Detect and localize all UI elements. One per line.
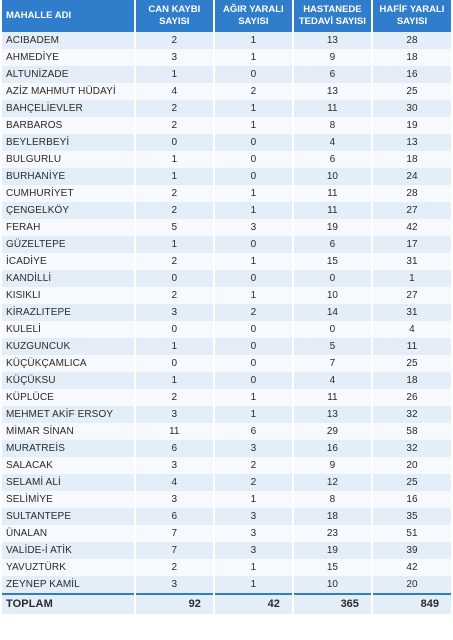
hospital-treated-cell: 29 <box>294 423 371 440</box>
light-injured-cell: 58 <box>373 423 451 440</box>
light-injured-cell: 32 <box>373 406 451 423</box>
neighborhood-name: BARBAROS <box>2 117 134 134</box>
table-row <box>2 525 451 542</box>
light-injured-cell: 42 <box>373 559 451 576</box>
serious-injured-cell: 0 <box>215 168 292 185</box>
serious-injured-cell: 2 <box>215 457 292 474</box>
deaths-cell: 2 <box>136 185 213 202</box>
deaths-cell: 4 <box>136 83 213 100</box>
table-row <box>2 117 451 134</box>
neighborhood-name: SELAMİ ALİ <box>2 474 134 491</box>
hospital-treated-cell: 14 <box>294 304 371 321</box>
neighborhood-name: SULTANTEPE <box>2 508 134 525</box>
deaths-cell: 7 <box>136 525 213 542</box>
serious-injured-cell: 0 <box>215 151 292 168</box>
neighborhood-name: KANDİLLİ <box>2 270 134 287</box>
table-row <box>2 389 451 406</box>
neighborhood-name: BAHÇELİEVLER <box>2 100 134 117</box>
neighborhood-name: KÜPLÜCE <box>2 389 134 406</box>
table-row <box>2 202 451 219</box>
neighborhood-name: BURHANİYE <box>2 168 134 185</box>
hospital-treated-cell: 11 <box>294 185 371 202</box>
serious-injured-cell: 1 <box>215 100 292 117</box>
neighborhood-name: YAVUZTÜRK <box>2 559 134 576</box>
light-injured-cell: 32 <box>373 440 451 457</box>
neighborhood-name: ACIBADEM <box>2 32 134 49</box>
serious-injured-cell: 6 <box>215 423 292 440</box>
deaths-cell: 6 <box>136 508 213 525</box>
table-row <box>2 321 451 338</box>
table-row <box>2 253 451 270</box>
neighborhood-name: FERAH <box>2 219 134 236</box>
light-injured-cell: 20 <box>373 457 451 474</box>
serious-injured-cell: 1 <box>215 491 292 508</box>
hospital-treated-cell: 13 <box>294 83 371 100</box>
serious-injured-cell: 1 <box>215 287 292 304</box>
neighborhood-name: SELİMİYE <box>2 491 134 508</box>
serious-injured-cell: 0 <box>215 236 292 253</box>
serious-injured-cell: 3 <box>215 219 292 236</box>
table-row <box>2 338 451 355</box>
deaths-cell: 2 <box>136 202 213 219</box>
serious-injured-cell: 1 <box>215 576 292 593</box>
hospital-treated-cell: 10 <box>294 168 371 185</box>
light-injured-cell: 4 <box>373 321 451 338</box>
light-injured-cell: 25 <box>373 474 451 491</box>
light-injured-cell: 17 <box>373 236 451 253</box>
neighborhood-name: KÜÇÜKÇAMLICA <box>2 355 134 372</box>
light-injured-cell: 24 <box>373 168 451 185</box>
deaths-cell: 1 <box>136 66 213 83</box>
hospital-treated-cell: 0 <box>294 321 371 338</box>
neighborhood-name: KİRAZLITEPE <box>2 304 134 321</box>
neighborhood-name: AHMEDİYE <box>2 49 134 66</box>
neighborhood-name: MİMAR SİNAN <box>2 423 134 440</box>
deaths-cell: 5 <box>136 219 213 236</box>
table-row <box>2 372 451 389</box>
hospital-treated-cell: 15 <box>294 559 371 576</box>
serious-injured-cell: 0 <box>215 321 292 338</box>
hospital-treated-cell: 13 <box>294 406 371 423</box>
table-row <box>2 236 451 253</box>
deaths-cell: 2 <box>136 287 213 304</box>
hospital-treated-cell: 11 <box>294 202 371 219</box>
light-injured-cell: 31 <box>373 253 451 270</box>
table-row <box>2 474 451 491</box>
neighborhood-name: SALACAK <box>2 457 134 474</box>
table-row <box>2 66 451 83</box>
serious-injured-cell: 3 <box>215 508 292 525</box>
serious-injured-cell: 0 <box>215 355 292 372</box>
table-row <box>2 423 451 440</box>
total-row <box>2 593 451 614</box>
neighborhood-name: KÜÇÜKSU <box>2 372 134 389</box>
serious-injured-cell: 1 <box>215 202 292 219</box>
table-row <box>2 440 451 457</box>
hospital-treated-cell: 10 <box>294 576 371 593</box>
serious-injured-cell: 2 <box>215 474 292 491</box>
light-injured-cell: 39 <box>373 542 451 559</box>
neighborhood-name: KISIKLI <box>2 287 134 304</box>
table-row <box>2 457 451 474</box>
serious-injured-cell: 0 <box>215 66 292 83</box>
serious-injured-cell: 0 <box>215 134 292 151</box>
neighborhood-name: KUZGUNCUK <box>2 338 134 355</box>
header-serious-injured: AĞIR YARALI SAYISI <box>215 0 292 32</box>
table-row <box>2 168 451 185</box>
deaths-cell: 6 <box>136 440 213 457</box>
light-injured-cell: 26 <box>373 389 451 406</box>
serious-injured-cell: 1 <box>215 406 292 423</box>
light-injured-cell: 28 <box>373 32 451 49</box>
neighborhood-name: AZİZ MAHMUT HÜDAYİ <box>2 83 134 100</box>
light-injured-cell: 35 <box>373 508 451 525</box>
serious-injured-cell: 1 <box>215 32 292 49</box>
deaths-cell: 1 <box>136 372 213 389</box>
deaths-cell: 0 <box>136 134 213 151</box>
hospital-treated-cell: 11 <box>294 389 371 406</box>
table-row <box>2 559 451 576</box>
light-injured-cell: 1 <box>373 270 451 287</box>
serious-injured-cell: 0 <box>215 338 292 355</box>
serious-injured-cell: 1 <box>215 559 292 576</box>
serious-injured-cell: 0 <box>215 372 292 389</box>
deaths-cell: 2 <box>136 32 213 49</box>
hospital-treated-cell: 19 <box>294 219 371 236</box>
neighborhood-name: VALİDE-İ ATİK <box>2 542 134 559</box>
hospital-treated-cell: 18 <box>294 508 371 525</box>
header-neighborhood: MAHALLE ADI <box>2 0 134 32</box>
header-row <box>2 0 451 32</box>
total-label: TOPLAM <box>2 593 134 614</box>
table-row <box>2 100 451 117</box>
deaths-cell: 0 <box>136 355 213 372</box>
light-injured-cell: 13 <box>373 134 451 151</box>
table-row <box>2 32 451 49</box>
deaths-cell: 2 <box>136 253 213 270</box>
hospital-treated-cell: 15 <box>294 253 371 270</box>
hospital-treated-cell: 9 <box>294 457 371 474</box>
header-deaths: CAN KAYBI SAYISI <box>136 0 213 32</box>
light-injured-cell: 18 <box>373 151 451 168</box>
table-row <box>2 406 451 423</box>
serious-injured-cell: 3 <box>215 525 292 542</box>
serious-injured-cell: 1 <box>215 389 292 406</box>
light-injured-cell: 11 <box>373 338 451 355</box>
light-injured-cell: 18 <box>373 372 451 389</box>
deaths-cell: 3 <box>136 406 213 423</box>
serious-injured-cell: 3 <box>215 542 292 559</box>
hospital-treated-cell: 4 <box>294 134 371 151</box>
deaths-cell: 1 <box>136 236 213 253</box>
deaths-cell: 7 <box>136 542 213 559</box>
deaths-cell: 4 <box>136 474 213 491</box>
hospital-treated-cell: 10 <box>294 287 371 304</box>
light-injured-cell: 27 <box>373 287 451 304</box>
neighborhood-name: İCADİYE <box>2 253 134 270</box>
table-row <box>2 491 451 508</box>
hospital-treated-cell: 12 <box>294 474 371 491</box>
deaths-cell: 2 <box>136 100 213 117</box>
table-row <box>2 542 451 559</box>
light-injured-cell: 51 <box>373 525 451 542</box>
table-row <box>2 355 451 372</box>
neighborhood-name: ÜNALAN <box>2 525 134 542</box>
deaths-cell: 1 <box>136 338 213 355</box>
serious-injured-cell: 2 <box>215 83 292 100</box>
hospital-treated-cell: 8 <box>294 491 371 508</box>
deaths-cell: 3 <box>136 491 213 508</box>
light-injured-cell: 27 <box>373 202 451 219</box>
hospital-treated-cell: 23 <box>294 525 371 542</box>
total-serious-injured: 42 <box>215 593 292 614</box>
hospital-treated-cell: 6 <box>294 236 371 253</box>
total-deaths: 92 <box>136 593 213 614</box>
table-body <box>2 32 451 593</box>
deaths-cell: 0 <box>136 321 213 338</box>
deaths-cell: 2 <box>136 559 213 576</box>
table-row <box>2 185 451 202</box>
neighborhood-name: MEHMET AKİF ERSOY <box>2 406 134 423</box>
deaths-cell: 3 <box>136 576 213 593</box>
table-row <box>2 287 451 304</box>
serious-injured-cell: 2 <box>215 304 292 321</box>
total-hospital-treated: 365 <box>294 593 371 614</box>
light-injured-cell: 16 <box>373 66 451 83</box>
serious-injured-cell: 1 <box>215 49 292 66</box>
neighborhood-name: GÜZELTEPE <box>2 236 134 253</box>
serious-injured-cell: 3 <box>215 440 292 457</box>
deaths-cell: 0 <box>136 270 213 287</box>
hospital-treated-cell: 8 <box>294 117 371 134</box>
hospital-treated-cell: 4 <box>294 372 371 389</box>
light-injured-cell: 19 <box>373 117 451 134</box>
deaths-cell: 2 <box>136 389 213 406</box>
deaths-cell: 3 <box>136 457 213 474</box>
neighborhood-name: ZEYNEP KAMİL <box>2 576 134 593</box>
table-row <box>2 508 451 525</box>
table-row <box>2 151 451 168</box>
light-injured-cell: 30 <box>373 100 451 117</box>
table-row <box>2 270 451 287</box>
light-injured-cell: 28 <box>373 185 451 202</box>
light-injured-cell: 25 <box>373 355 451 372</box>
serious-injured-cell: 0 <box>215 270 292 287</box>
deaths-cell: 3 <box>136 49 213 66</box>
deaths-cell: 11 <box>136 423 213 440</box>
neighborhood-name: MURATREİS <box>2 440 134 457</box>
neighborhood-name: CUMHURİYET <box>2 185 134 202</box>
serious-injured-cell: 1 <box>215 253 292 270</box>
neighborhood-name: KULELİ <box>2 321 134 338</box>
light-injured-cell: 18 <box>373 49 451 66</box>
table-row <box>2 219 451 236</box>
hospital-treated-cell: 7 <box>294 355 371 372</box>
deaths-cell: 1 <box>136 168 213 185</box>
neighborhood-name: BULGURLU <box>2 151 134 168</box>
header-light-injured: HAFİF YARALI SAYISI <box>373 0 451 32</box>
hospital-treated-cell: 5 <box>294 338 371 355</box>
table-row <box>2 134 451 151</box>
deaths-cell: 3 <box>136 304 213 321</box>
table-row <box>2 83 451 100</box>
table-row <box>2 576 451 593</box>
hospital-treated-cell: 16 <box>294 440 371 457</box>
serious-injured-cell: 1 <box>215 117 292 134</box>
table-row <box>2 49 451 66</box>
light-injured-cell: 42 <box>373 219 451 236</box>
hospital-treated-cell: 6 <box>294 66 371 83</box>
neighborhood-name: ALTUNİZADE <box>2 66 134 83</box>
hospital-treated-cell: 6 <box>294 151 371 168</box>
hospital-treated-cell: 19 <box>294 542 371 559</box>
light-injured-cell: 25 <box>373 83 451 100</box>
serious-injured-cell: 1 <box>215 185 292 202</box>
hospital-treated-cell: 11 <box>294 100 371 117</box>
deaths-cell: 2 <box>136 117 213 134</box>
hospital-treated-cell: 0 <box>294 270 371 287</box>
light-injured-cell: 31 <box>373 304 451 321</box>
table-row <box>2 304 451 321</box>
neighborhood-name: BEYLERBEYİ <box>2 134 134 151</box>
neighborhood-name: ÇENGELKÖY <box>2 202 134 219</box>
light-injured-cell: 20 <box>373 576 451 593</box>
light-injured-cell: 16 <box>373 491 451 508</box>
total-light-injured: 849 <box>373 593 451 614</box>
header-hospital-treated: HASTANEDE TEDAVİ SAYISI <box>294 0 371 32</box>
hospital-treated-cell: 9 <box>294 49 371 66</box>
deaths-cell: 1 <box>136 151 213 168</box>
hospital-treated-cell: 13 <box>294 32 371 49</box>
